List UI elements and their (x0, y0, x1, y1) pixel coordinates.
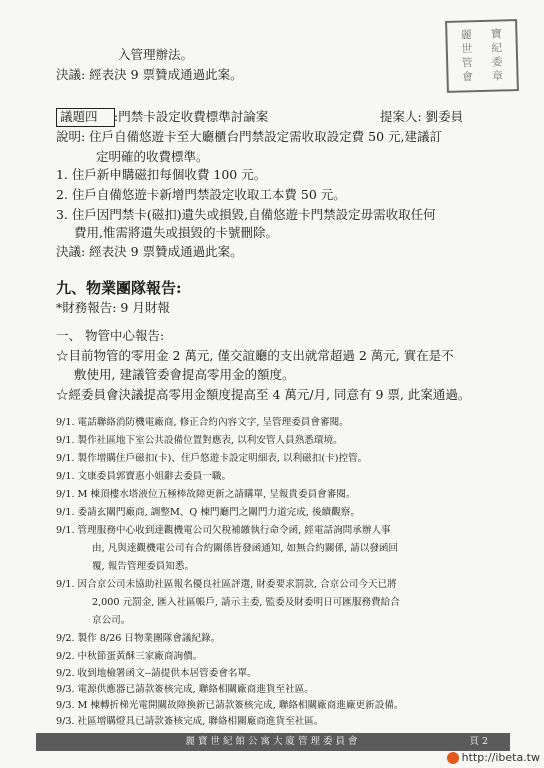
log-entry: 9/1. 製作增購住戶磁扣(卡)、住戶悠遊卡設定明細表, 以利磁扣(卡)控管。 (56, 453, 368, 464)
log-entry: 9/2. 製作 8/26 日物業團隊會議紀錄。 (56, 633, 221, 644)
log-entry-continued: 由, 凡與達觀機電公司有合約關係皆發函通知, 如無合約關係, 請以發函回 (92, 543, 399, 554)
description-line: 定明確的收費標準。 (96, 149, 209, 164)
site-logo-icon (447, 752, 459, 764)
footer-title: 麗寶世紀館公寓大廈管理委員會 (185, 736, 361, 747)
proposer: 提案人: 劉委員 (380, 109, 464, 124)
log-entry: 9/1. 文康委員郭寶惠小姐辭去委員一職。 (56, 471, 232, 482)
log-entry-continued: 京公司。 (92, 615, 131, 626)
log-entry: 9/3. M 棟轉折梯光電開關故障換新已請款簽核完成, 聯絡相關廠商進廠更新設備。 (56, 700, 404, 711)
official-seal: 麗 寶 世 紀 管 委 會 章 (445, 19, 519, 93)
text-line: 入管理辦法。 (118, 47, 194, 62)
log-entry: 9/1. 因合京公司未協助社區報名優良社區評選, 財委要求罰款, 合京公司今天已將 (56, 579, 397, 590)
subsection-heading: 一、 物管中心報告: (56, 328, 165, 343)
list-item: 1. 住戶新申購磁扣每個收費 100 元。 (56, 167, 267, 182)
watermark (447, 751, 540, 764)
watermark-text: http://ibeta.tw (461, 751, 540, 764)
log-entry: 9/1. 管理服務中心收到達觀機電公司欠稅補繳執行命令函, 經電話詢問承辦人事 (56, 525, 391, 536)
section-heading: 九、物業團隊報告: (56, 279, 182, 297)
list-item: 費用,惟需將遺失或損毀的卡號刪除。 (74, 225, 278, 240)
log-entry: 9/1. 製作社區地下室公共設備位置對應表, 以利安管人員熟悉環境。 (56, 435, 343, 446)
note-line: ☆目前物管的零用金 2 萬元, 僅交誼廳的支出就常超過 2 萬元, 實在是不 (56, 348, 454, 363)
log-entry: 9/3. 社區增購燈具已請款簽核完成, 聯絡相關廠商進貨至社區。 (56, 716, 324, 727)
page-number: 頁 2 (469, 736, 488, 747)
description-line: 說明: 住戶自備悠遊卡至大廳櫃台門禁設定需收取設定費 50 元,建議訂 (56, 129, 443, 144)
log-entry: 9/1. M 棟頂樓水塔液位五極棒故障更新之請購單, 呈報貴委員會審閱。 (56, 489, 356, 500)
resolution-line: 決議: 經表決 9 票贊成通過此案。 (56, 67, 243, 82)
log-entry: 9/3. 電源供應器已請款簽核完成, 聯絡相關廠商進貨至社區。 (56, 684, 314, 695)
log-entry: 9/1. 電話聯絡消防機電廠商, 修正合約內容文字, 呈管理委員會審閱。 (56, 417, 349, 428)
log-entry: 9/2. 中秋節蛋黃酥三家廠商詢價。 (56, 651, 203, 662)
resolution-line: 決議: 經表決 9 票贊成通過此案。 (56, 244, 243, 259)
agenda-label: 議題四 (60, 109, 98, 124)
log-entry: 9/1. 委請玄關門廠商, 調整M、Q 棟門廳門之關門力道完成, 後續觀察。 (56, 507, 360, 518)
log-entry-continued: 覆, 報告管理委員知悉。 (92, 561, 195, 572)
note-line: 敷使用, 建議管委會提高零用金的額度。 (74, 367, 295, 382)
agenda-title: :門禁卡設定收費標準討論案 (114, 109, 269, 124)
log-entry: 9/2. 收到地檢署函文--請提供本居管委會名單。 (56, 668, 257, 679)
list-item: 2. 住戶自備悠遊卡新增門禁設定收取工本費 50 元。 (56, 187, 346, 202)
log-entry-continued: 2,000 元罰金, 匯入社區帳戶, 請示主委, 監委及財委明日可匯服務費給合 (92, 597, 400, 608)
finance-report: *財務報告: 9 月財報 (56, 300, 170, 315)
page-footer (36, 733, 510, 751)
note-line: ☆經委員會決議提高零用金額度提高至 4 萬元/月, 同意有 9 票, 此案通過。 (56, 387, 471, 402)
list-item: 3. 住戶因門禁卡(磁扣)遺失或損毀,自備悠遊卡門禁設定毋需收取任何 (56, 207, 436, 222)
